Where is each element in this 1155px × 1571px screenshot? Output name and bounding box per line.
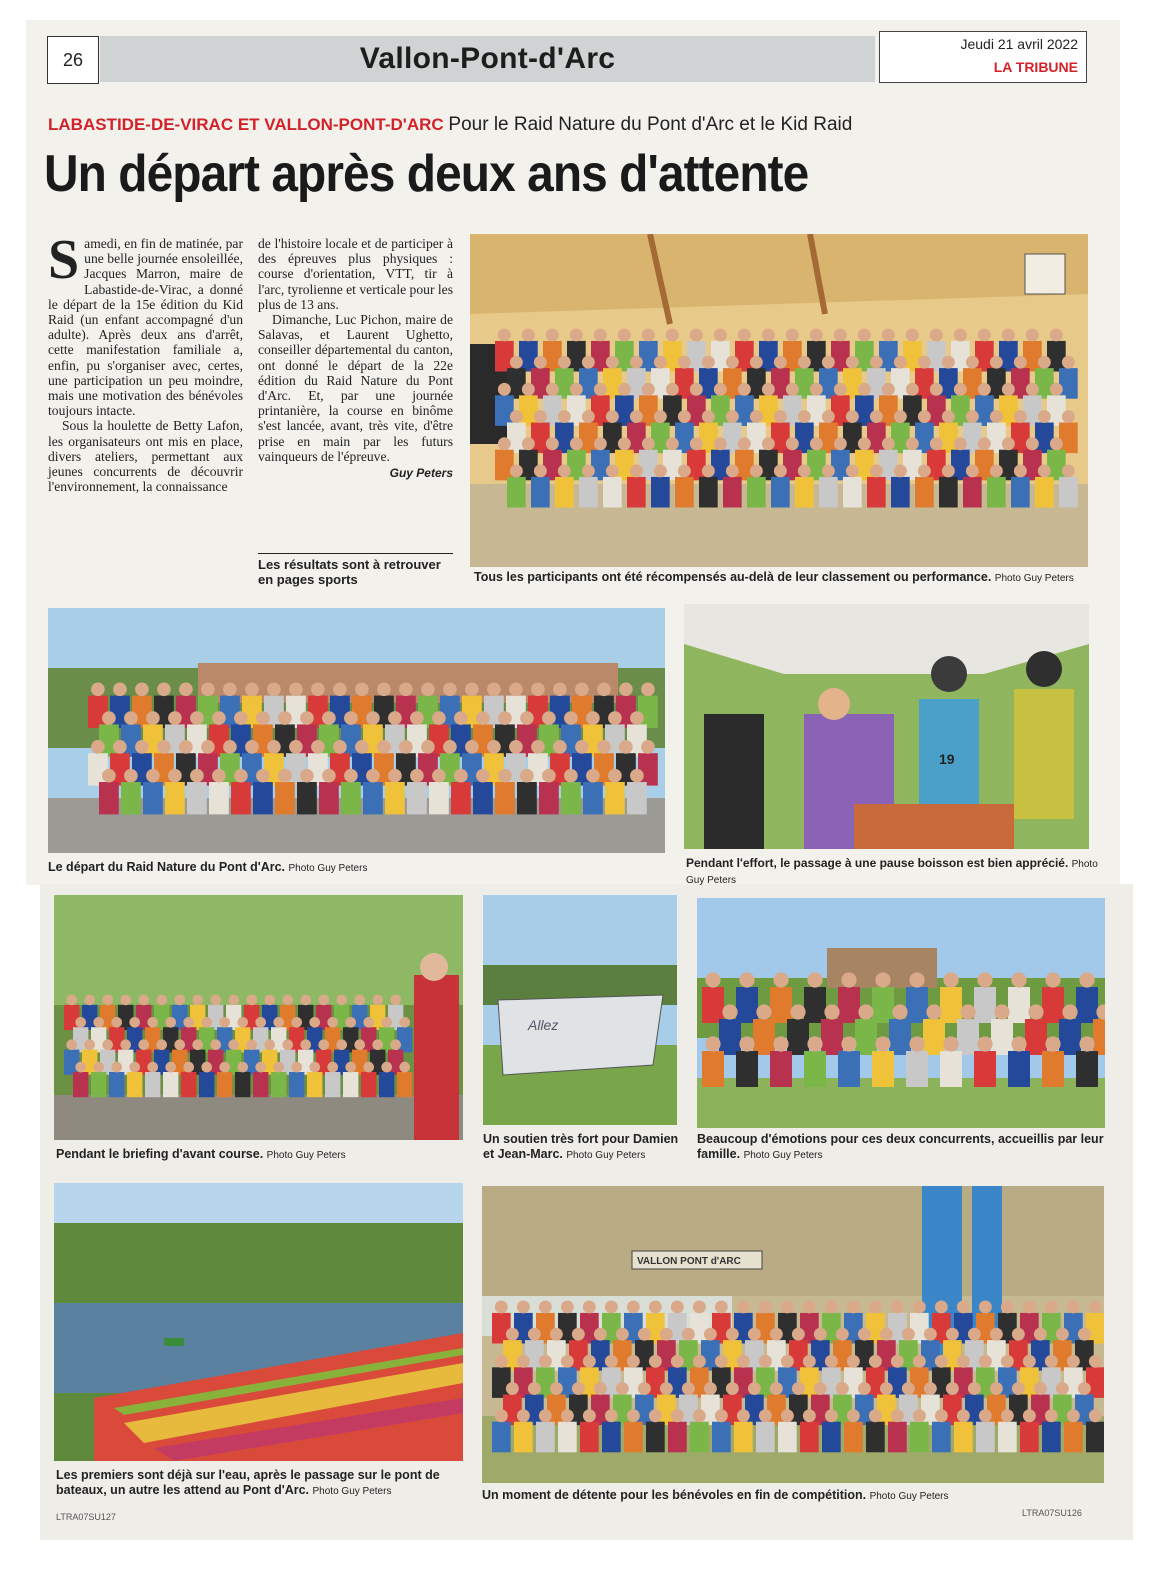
section-title: Vallon-Pont-d'Arc xyxy=(100,36,875,82)
caption-5-text: Un soutien très fort pour Damien et Jean-Marc. xyxy=(483,1132,679,1161)
svg-text:Allez: Allez xyxy=(528,1017,559,1033)
caption-7 xyxy=(56,1468,466,1499)
photo-canoes xyxy=(54,1183,463,1461)
article-column-2 xyxy=(258,236,453,481)
caption-6-credit: Photo Guy Peters xyxy=(743,1150,823,1161)
caption-8 xyxy=(482,1488,1102,1504)
caption-7-text: Les premiers sont déjà sur l'eau, après le passage sur le pont de bateaux, un autre les attend au Pont d'Arc. xyxy=(56,1468,440,1497)
caption-5 xyxy=(483,1132,683,1163)
caption-4-text: Pendant le briefing d'avant course. xyxy=(56,1147,264,1161)
kicker-subtitle: Pour le Raid Nature du Pont d'Arc et le Kid Raid xyxy=(448,114,853,135)
gym-banner-text: VALLON PONT d'ARC xyxy=(637,1256,741,1267)
paragraph-1-text: amedi, en fin de matinée, par une belle journée ensoleillée, Jacques Marron, maire de Labastide-de-Virac, a donné le départ de la 15e édition du Kid Raid (un enfant accompagné d'un adulte). Après deux ans d'arrêt, cette manifestation familiale a, enfin, pu s'organiser avec, certes, une participation un peu moindre, mais une motivation des bénévoles toujours intacte. xyxy=(48,236,243,419)
caption-3-text: Pendant l'effort, le passage à une pause boisson est bien apprécié. xyxy=(686,856,1069,870)
bib-number: 19 xyxy=(939,751,955,767)
caption-7-credit: Photo Guy Peters xyxy=(312,1486,392,1497)
date-box xyxy=(879,31,1087,83)
caption-5-credit: Photo Guy Peters xyxy=(566,1150,646,1161)
photo-drink-break xyxy=(684,604,1089,849)
caption-8-text: Un moment de détente pour les bénévoles en fin de compétition. xyxy=(482,1488,867,1502)
caption-8-credit: Photo Guy Peters xyxy=(869,1491,949,1502)
caption-6 xyxy=(697,1132,1117,1163)
caption-6-text: Beaucoup d'émotions pour ces deux concurrents, accueillis par leur famille. xyxy=(697,1132,1104,1161)
headline: Un départ après deux ans d'attente xyxy=(44,145,809,203)
newspaper-name: LA TRIBUNE xyxy=(993,59,1078,75)
issue-date: Jeudi 21 avril 2022 xyxy=(960,36,1078,52)
caption-3 xyxy=(686,856,1106,888)
page-number: 26 xyxy=(47,36,99,84)
photo-volunteers xyxy=(482,1186,1104,1483)
footer-code-left: LTRA07SU127 xyxy=(56,1512,116,1522)
caption-4-credit: Photo Guy Peters xyxy=(266,1150,346,1161)
caption-1-text: Tous les participants ont été récompensés au-delà de leur classement ou performance. xyxy=(474,570,992,584)
dropcap: S xyxy=(48,229,80,291)
caption-2-text: Le départ du Raid Nature du Pont d'Arc. xyxy=(48,860,286,874)
photo-group-gym xyxy=(470,234,1088,567)
caption-3-credit: Photo Guy Peters xyxy=(686,859,1098,886)
photo-race-start xyxy=(48,608,665,853)
paragraph-1 xyxy=(48,229,243,419)
paragraph-4: Dimanche, Luc Pichon, maire de Salavas, et Laurent Ughetto, conseiller départemental du canton, ont donné le départ de la 22e édition du Raid Nature du Pont d'Arc. Et, par une journée printanière, la course en binôme s'est lancée, avant, très vite, d'être prise en main par les futurs vainqueurs de l'épreuve. xyxy=(258,312,453,464)
photo-briefing xyxy=(54,895,463,1140)
caption-2 xyxy=(48,860,668,876)
caption-1-credit: Photo Guy Peters xyxy=(994,573,1074,584)
photo-family-welcome xyxy=(697,898,1105,1128)
paragraph-3: de l'histoire locale et de participer à des épreuves plus physiques : course d'orientation, VTT, tir à l'arc, tyrolienne et verticale pour les plus de 13 ans. xyxy=(258,236,453,312)
paragraph-2: Sous la houlette de Betty Lafon, les organisateurs ont mis en place, divers ateliers, permettant aux jeunes concurrents de découvrir l'environnement, la connaissance xyxy=(48,418,243,495)
results-note: Les résultats sont à retrouver en pages sports xyxy=(258,553,453,587)
kicker-location: LABASTIDE-DE-VIRAC ET VALLON-PONT-D'ARC xyxy=(48,115,444,134)
photo-support-banner xyxy=(483,895,677,1125)
caption-1 xyxy=(474,570,1094,586)
author-signature: Guy Peters xyxy=(389,466,453,481)
article-column-1 xyxy=(48,229,243,495)
article-kicker xyxy=(48,114,852,136)
caption-2-credit: Photo Guy Peters xyxy=(288,863,368,874)
caption-4 xyxy=(56,1147,466,1163)
footer-code-right: LTRA07SU126 xyxy=(1022,1508,1082,1518)
